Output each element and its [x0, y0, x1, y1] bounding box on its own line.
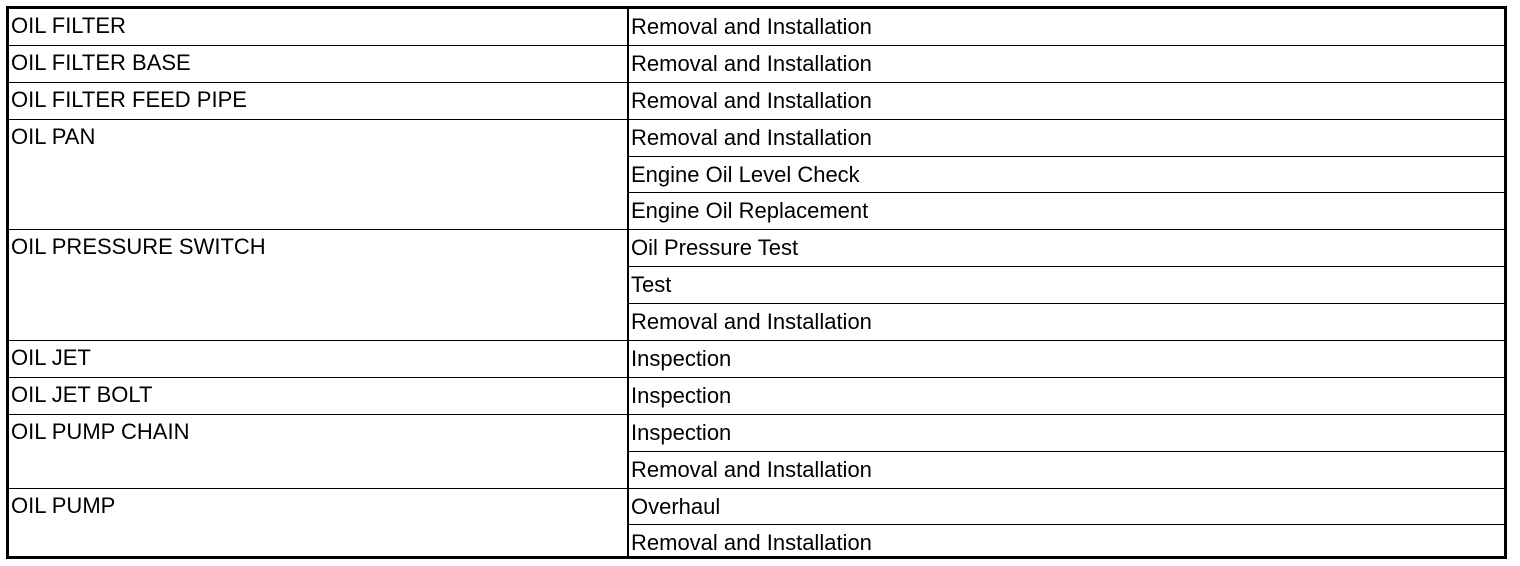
table-row	[9, 414, 1504, 451]
procedure-link[interactable]: Inspection	[628, 341, 1504, 378]
component-name-cell: OIL PUMP	[9, 488, 628, 559]
procedure-link[interactable]: Oil Pressure Test	[628, 230, 1504, 267]
procedure-link[interactable]: Removal and Installation	[628, 304, 1504, 341]
table-row	[9, 230, 1504, 267]
procedure-link[interactable]: Removal and Installation	[628, 9, 1504, 45]
index-table-body	[9, 9, 1504, 559]
procedure-link[interactable]: Engine Oil Replacement	[628, 193, 1504, 230]
component-name-cell: OIL JET	[9, 341, 628, 378]
component-name-cell: OIL FILTER	[9, 9, 628, 45]
procedure-link[interactable]: Inspection	[628, 377, 1504, 414]
table-row	[9, 119, 1504, 156]
component-index-table	[6, 6, 1507, 559]
table-row	[9, 377, 1504, 414]
procedure-link[interactable]: Overhaul	[628, 488, 1504, 525]
table-row	[9, 341, 1504, 378]
procedure-link[interactable]: Removal and Installation	[628, 82, 1504, 119]
procedure-link[interactable]: Removal and Installation	[628, 451, 1504, 488]
procedure-link[interactable]: Removal and Installation	[628, 525, 1504, 559]
index-table	[9, 9, 1504, 559]
table-row	[9, 82, 1504, 119]
component-name-cell: OIL PRESSURE SWITCH	[9, 230, 628, 341]
table-row	[9, 45, 1504, 82]
component-name-cell: OIL FILTER BASE	[9, 45, 628, 82]
component-name-cell: OIL FILTER FEED PIPE	[9, 82, 628, 119]
procedure-link[interactable]: Test	[628, 267, 1504, 304]
table-row	[9, 9, 1504, 45]
component-name-cell: OIL PAN	[9, 119, 628, 230]
procedure-link[interactable]: Engine Oil Level Check	[628, 156, 1504, 193]
procedure-link[interactable]: Removal and Installation	[628, 119, 1504, 156]
component-name-cell: OIL JET BOLT	[9, 377, 628, 414]
component-name-cell: OIL PUMP CHAIN	[9, 414, 628, 488]
procedure-link[interactable]: Inspection	[628, 414, 1504, 451]
procedure-link[interactable]: Removal and Installation	[628, 45, 1504, 82]
table-row	[9, 488, 1504, 525]
